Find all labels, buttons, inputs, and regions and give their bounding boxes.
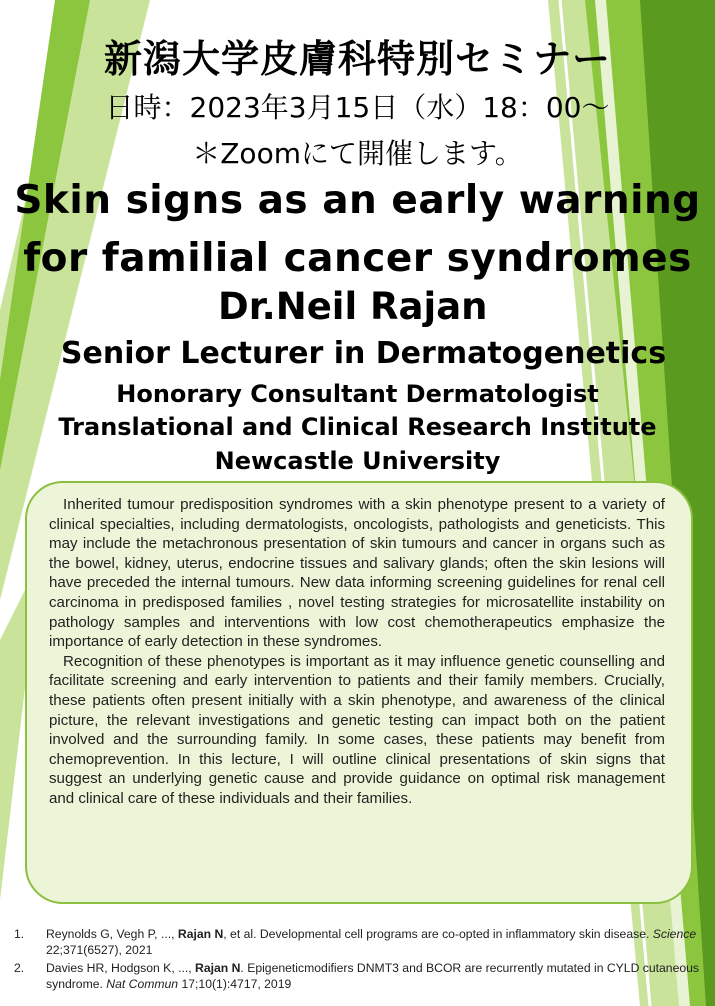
reference-number: 1. (14, 927, 25, 941)
reference-citation: 22;371(6527), 2021 (46, 943, 153, 957)
speaker-position: Senior Lecturer in Dermatogenetics (60, 336, 667, 371)
seminar-title: 新潟大学皮膚科特別セミナー (103, 37, 611, 81)
abstract-box (25, 481, 693, 904)
reference-text (46, 960, 704, 992)
lecture-title-line-2: for familial cancer syndromes (23, 236, 692, 281)
reference-title: , et al. Developmental cell programs are co-opted in inflammatory skin disease. (223, 927, 653, 941)
speaker-affiliation-2: Translational and Clinical Research Institute (58, 413, 657, 441)
speaker-name: Dr.Neil Rajan (218, 285, 488, 328)
reference-authors: Davies HR, Hodgson K, ..., (46, 961, 196, 975)
reference-highlight-author: Rajan N (177, 927, 224, 941)
abstract-paragraph-2: Recognition of these phenotypes is important as it may influence genetic counselling and facilitate screening and early intervention to patients and their family members. Crucially, these patients often present initially with a skin phenotype, and awareness of the clinical picture, the relevant investigations and genetic testing can impact both on the patient involved and the surrounding family. In some cases, these patients may benefit from chemoprevention. In this lecture, I will outline clinical presentations of skin signs that suggest an underlying genetic cause and provide guidance on optimal risk management and clinical care of these individuals and their families. (49, 652, 665, 807)
reference-journal: Nat Commun (106, 977, 179, 991)
reference-list (14, 926, 704, 994)
reference-title: . Epigeneticmodifiers DNMT3 and BCOR are recurrently mutated in CYLD cutaneous syndrome. (46, 961, 700, 991)
abstract-paragraph-1: Inherited tumour predisposition syndromes with a skin phenotype present to a variety of clinical specialties, including dermatologists, oncologists, pathologists and geneticists. This may include the metachronous presentation of skin tumours and cancer in organs such as the bowel, kidney, uterus, endocrine tissues and salivary glands; often the skin lesions will have preceded the internal tumours. New data informing screening guidelines for renal cell carcinoma in predisposed families , novel testing strategies for microsatellite instability on pathology samples and interventions with low cost chemotherapeutics emphasize the importance of early detection in these syndromes. (49, 496, 665, 651)
lecture-title-line-1: Skin signs as an early warning (14, 178, 701, 223)
reference-item (14, 926, 704, 958)
reference-journal: Science (652, 927, 697, 941)
reference-number: 2. (14, 961, 25, 975)
reference-text (46, 926, 704, 958)
reference-authors: Reynolds G, Vegh P, ..., (46, 927, 178, 941)
lecture-title (0, 172, 715, 288)
zoom-note: ＊Zoomにて開催します。 (192, 137, 523, 170)
reference-item (14, 960, 704, 992)
reference-highlight-author: Rajan N (195, 961, 241, 975)
reference-citation: 17;10(1):4717, 2019 (178, 977, 292, 991)
speaker-affiliation-3: Newcastle University (214, 447, 501, 475)
seminar-datetime: 日時：2023年3月15日（水）18：00～ (105, 91, 610, 124)
speaker-affiliation-1: Honorary Consultant Dermatologist (116, 380, 599, 408)
